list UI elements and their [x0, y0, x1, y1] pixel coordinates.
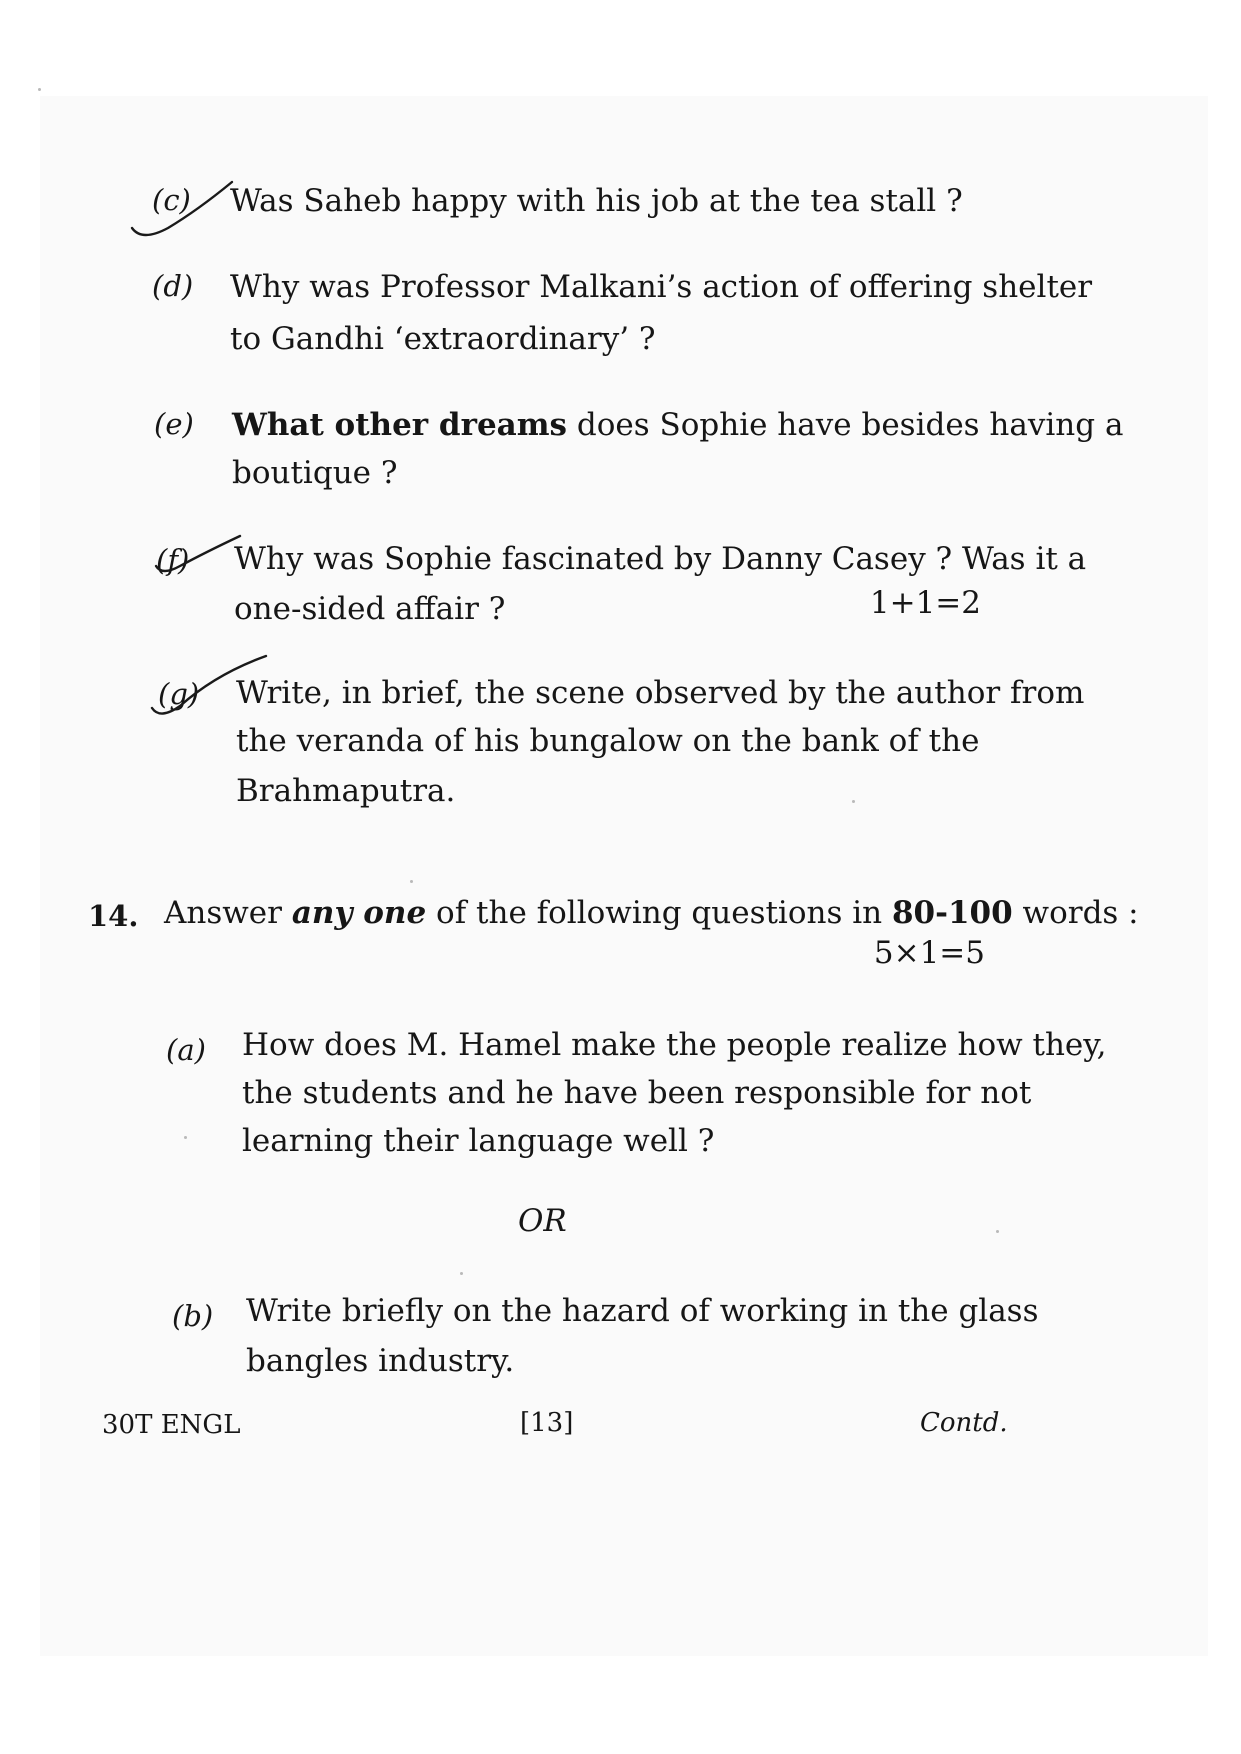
paper-code: 30T ENGL	[102, 1410, 241, 1440]
instruction-word-count: 80-100	[891, 895, 1013, 931]
question-e-label: (e)	[154, 407, 194, 441]
question-g-line1: Write, in brief, the scene observed by the author from	[236, 675, 1085, 711]
scan-speck	[852, 800, 855, 803]
instruction-emphasis: any one	[291, 895, 427, 931]
page-number: [13]	[520, 1408, 574, 1438]
scan-speck	[996, 1230, 999, 1233]
question-14-marks: 5×1=5	[873, 935, 985, 971]
check-mark-icon	[146, 650, 276, 720]
instruction-mid: of the following questions in	[426, 895, 892, 931]
question-f-line2: one-sided affair ?	[234, 591, 506, 627]
question-f-label: (f)	[156, 543, 190, 577]
check-mark-icon	[128, 176, 238, 246]
or-separator: OR	[518, 1203, 567, 1239]
question-g-line2: the veranda of his bungalow on the bank of the	[236, 723, 980, 759]
scan-speck	[38, 88, 41, 91]
question-e-line2: boutique ?	[232, 455, 398, 491]
question-14-number: 14.	[88, 899, 139, 933]
question-g-line3: Brahmaputra.	[236, 773, 456, 809]
scan-speck	[410, 880, 413, 883]
question-d-line2: to Gandhi ‘extraordinary’ ?	[230, 321, 656, 357]
question-e-line1	[232, 407, 1124, 443]
check-mark-icon	[150, 530, 250, 580]
question-e-line1-rest: does Sophie have besides having a	[567, 407, 1124, 443]
question-d-label: (d)	[152, 269, 194, 303]
scan-speck	[460, 1272, 463, 1275]
question-f-line1: Why was Sophie fascinated by Danny Casey ? Was it a	[234, 541, 1087, 577]
instruction-pre: Answer	[164, 895, 292, 931]
question-14a-line2: the students and he have been responsible for not	[242, 1075, 1032, 1111]
question-14b-line1: Write briefly on the hazard of working in the glass	[246, 1293, 1039, 1329]
question-14b-line2: bangles industry.	[246, 1343, 515, 1379]
question-14a-label: (a)	[166, 1033, 206, 1067]
question-f-marks: 1+1=2	[869, 585, 981, 621]
question-c-label: (c)	[152, 183, 191, 217]
instruction-post: words :	[1012, 895, 1139, 931]
question-g-label: (g)	[158, 677, 200, 711]
question-d-line1: Why was Professor Malkani’s action of offering shelter	[230, 269, 1093, 305]
question-14a-line3: learning their language well ?	[242, 1123, 715, 1159]
question-e-bold-phrase: What other dreams	[232, 407, 568, 443]
question-14-instruction	[164, 895, 1139, 931]
question-14b-label: (b)	[172, 1299, 214, 1333]
scan-speck	[184, 1136, 187, 1139]
question-14a-line1: How does M. Hamel make the people realize how they,	[242, 1027, 1107, 1063]
question-c-text: Was Saheb happy with his job at the tea stall ?	[230, 183, 963, 219]
continued-note: Contd.	[920, 1408, 1008, 1438]
